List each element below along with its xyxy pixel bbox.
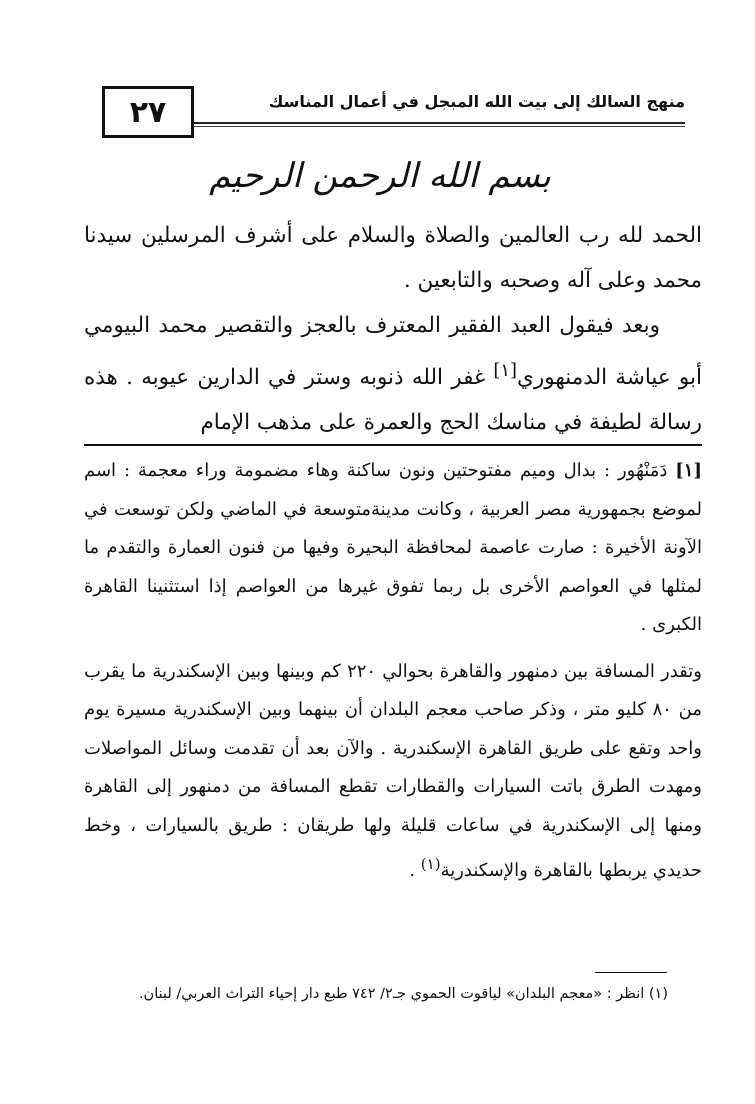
footnote-paragraph [84, 452, 702, 645]
basmala-calligraphy: بسم الله الرحمن الرحيم [209, 156, 551, 196]
intro-paragraph: الحمد لله رب العالمين والصلاة والسلام على أشرف المرسلين سيدنا محمد وعلى آله وصحبه والتابعين . [84, 223, 702, 293]
header-rule-thick [193, 122, 685, 124]
author-paragraph [84, 303, 702, 445]
footnote-divider [84, 444, 702, 446]
running-title: منهج السالك إلى بيت الله المبجل في أعمال المناسك [268, 92, 685, 111]
footnote-block [84, 452, 702, 891]
running-header [80, 86, 685, 138]
header-rule-thin [193, 126, 685, 127]
author-paragraph-continuation: غفر الله ذنوبه وستر في الدارين عيوبه . هذه رسالة لطيفة في مناسك الحج والعمرة على مذهب الإمام [84, 365, 702, 436]
page-number-box [102, 86, 194, 138]
page-number: ٢٧ [129, 94, 167, 130]
distance-paragraph [84, 653, 702, 891]
reference-divider [595, 972, 667, 973]
author-paragraph-text: وبعد فيقول العبد الفقير المعترف بالعجز والتقصير محمد البيومي أبو عياشة الدمنهوري [84, 313, 702, 391]
reference-note: (١) انظر : «معجم البلدان» لياقوت الحموي جـ٢/ ٧٤٢ طبع دار إحياء التراث العربي/ لبنان. [138, 986, 668, 1002]
footnote-paragraph-text: دَمَنْهُور : بدال وميم مفتوحتين ونون ساكنة وهاء مضمومة وراء معجمة : اسم لموضع بجمهورية مصر العربية ، وكانت مدينةمتوسعة في الماضي ولكن توسعت في الآونة الأخيرة : صارت عاصمة لمحافظة البحيرة وفيها من فنون العمارة والتقدم ما لمثلها في العواصم الأخرى بل ربما تفوق غيرها من العواصم إذا استثنينا القاهرة الكبرى . [84, 460, 702, 635]
distance-paragraph-end: . [409, 860, 421, 881]
distance-paragraph-text: وتقدر المسافة بين دمنهور والقاهرة بحوالي ٢٢٠ كم وبينها وبين الإسكندرية ما يقرب من ٨٠ كليو متر ، وذكر صاحب معجم البلدان أن بينهما وبين الإسكندرية مسيرة يوم واحد وتقع على طريق القاهرة الإسكندرية . والآن بعد أن تقدمت وسائل المواصلات ومهدت الطرق باتت السيارات والقطارات تقطع المسافة من دمنهور إلى القاهرة ومنها إلى الإسكندرية في ساعات قليلة ولها طريقان : طريق بالسيارات ، وخط حديدي يربطها بالقاهرة والإسكندرية [84, 660, 702, 881]
footnote-marker-label: [١] [675, 460, 702, 481]
reference-marker: (١) [420, 855, 441, 873]
footnote-marker: [١] [493, 360, 518, 381]
main-text [84, 213, 702, 445]
